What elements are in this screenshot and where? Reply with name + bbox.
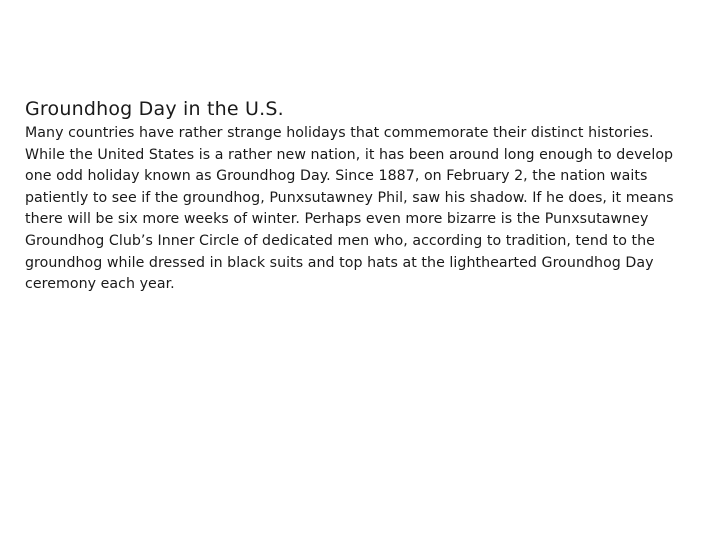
slide-content xyxy=(25,96,695,296)
slide-paragraph: Many countries have rather strange holidays that commemorate their distinct histories. While the United States is a rather new nation, it has been around long enough to develop one odd holiday known as Groundhog Day. Since 1887, on February 2, the nation waits patiently to see if the groundhog, Punxsutawney Phil, saw his shadow. If he does, it means there will be six more weeks of winter. Perhaps even more bizarre is the Punxsutawney Groundhog Club’s Inner Circle of dedicated men who, according to tradition, tend to the groundhog while dressed in black suits and top hats at the lighthearted Groundhog Day ceremony each year. xyxy=(25,125,674,293)
slide-title: Groundhog Day in the U.S. xyxy=(25,98,284,120)
